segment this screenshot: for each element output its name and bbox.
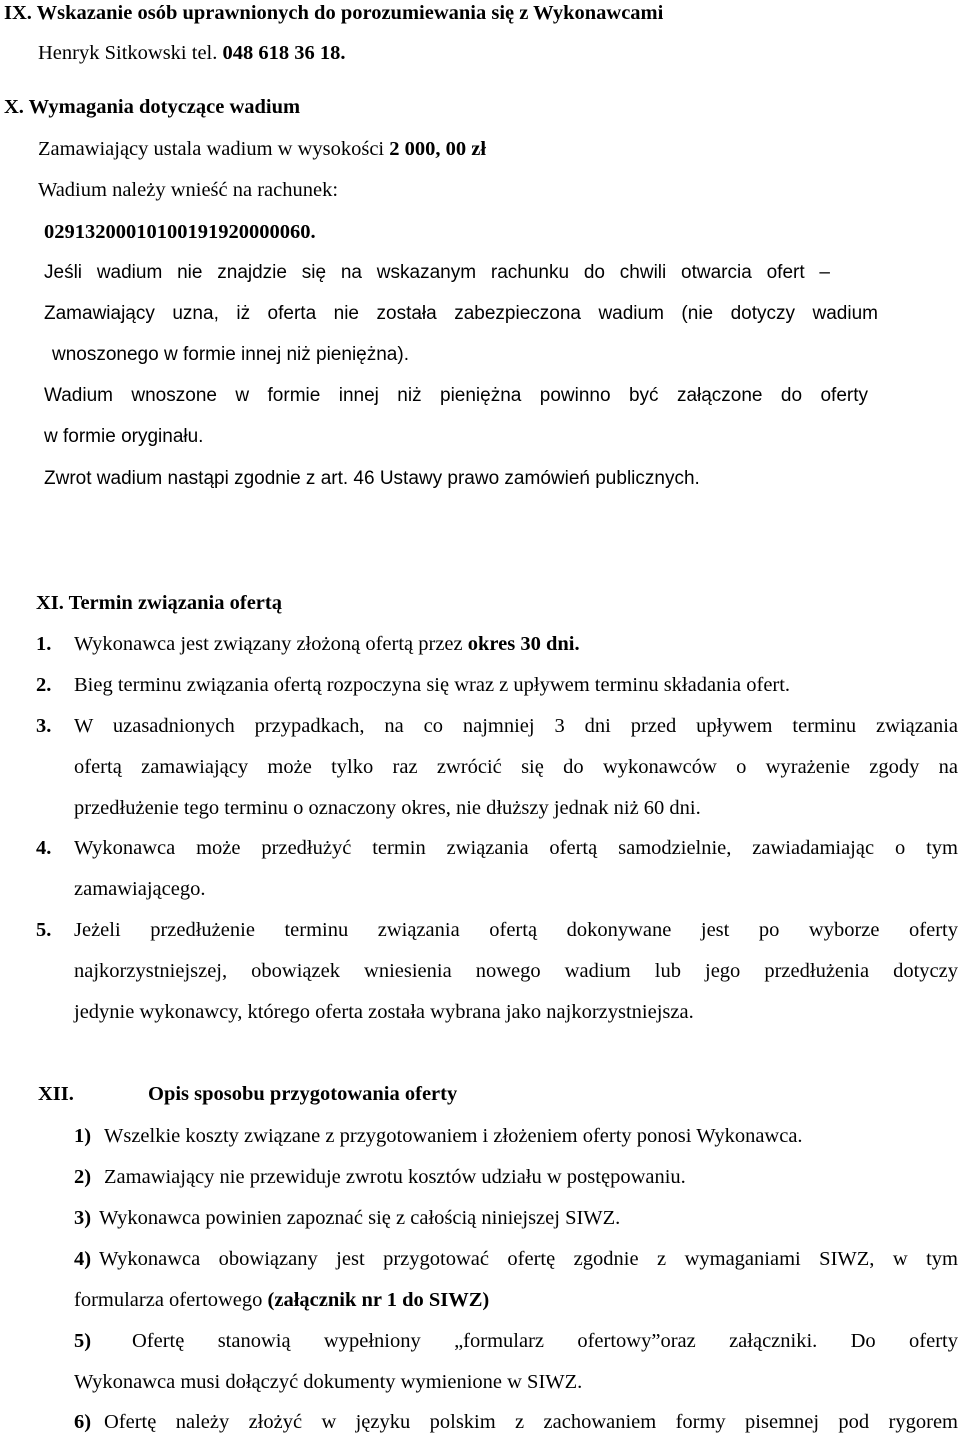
sec12-item1-num: 1) (74, 1125, 92, 1147)
wadium-p1-line1: Jeśli wadium nie znajdzie się na wskazanym rachunku do chwili otwarcia ofert – (44, 262, 830, 283)
sec12-item3-num: 3) (74, 1207, 92, 1229)
section-9-heading: IX. Wskazanie osób uprawnionych do porozumiewania się z Wykonawcami (4, 2, 664, 24)
sec12-item5-line2: Wykonawca musi dołączyć dokumenty wymienione w SIWZ. (74, 1371, 583, 1393)
contact-name: Henryk Sitkowski tel. (38, 42, 223, 64)
sec12-item4-bold: (załącznik nr 1 do SIWZ) (267, 1289, 490, 1311)
sec11-item3-line2: ofertą zamawiający może tylko raz zwrócić się do wykonawców o wyrażenie zgody na (74, 756, 958, 778)
sec12-item3-line1: Wykonawca powinien zapoznać się z całością niniejszej SIWZ. (99, 1207, 621, 1229)
sec12-item5-line1: Ofertę stanowią wypełniony „formularz ofertowy”oraz załączniki. Do oferty (132, 1330, 958, 1352)
sec11-item2-line1: Bieg terminu związania ofertą rozpoczyna się wraz z upływem terminu składania ofert. (74, 674, 791, 696)
account-intro: Wadium należy wnieść na rachunek: (38, 179, 339, 201)
sec12-item4-num: 4) (74, 1248, 92, 1270)
sec11-item3-num: 3. (36, 715, 52, 737)
sec12-item2-num: 2) (74, 1166, 92, 1188)
account-number: 02913200010100191920000060. (44, 221, 316, 243)
sec11-item3-line1: W uzasadnionych przypadkach, na co najmniej 3 dni przed upływem terminu związania (74, 715, 958, 737)
wadium-p2-line2: w formie oryginału. (44, 426, 204, 447)
sec12-item5-num: 5) (74, 1330, 92, 1352)
sec11-item1-text: Wykonawca jest związany złożoną ofertą przez (74, 633, 468, 655)
contact-phone: 048 618 36 18. (222, 42, 346, 64)
wadium-p2-line1: Wadium wnoszone w formie innej niż pieniężna powinno być załączone do oferty (44, 385, 868, 406)
sec12-item4-line2 (74, 1288, 489, 1312)
sec11-item1-line1 (74, 632, 580, 656)
sec11-item4-num: 4. (36, 837, 52, 859)
wadium-p3: Zwrot wadium nastąpi zgodnie z art. 46 Ustawy prawo zamówień publicznych. (44, 468, 700, 489)
sec11-item1-bold: okres 30 dni. (467, 633, 580, 655)
sec11-item5-line1: Jeżeli przedłużenie terminu związania ofertą dokonywane jest po wyborze oferty (74, 919, 958, 941)
sec11-item5-line2: najkorzystniejszej, obowiązek wniesienia nowego wadium lub jego przedłużenia dotyczy (74, 960, 958, 982)
sec11-item2-num: 2. (36, 674, 52, 696)
sec12-item4-text: formularza ofertowego (74, 1289, 268, 1311)
wadium-p1-line2: Zamawiający uzna, iż oferta nie została zabezpieczona wadium (nie dotyczy wadium (44, 303, 878, 324)
sec12-item1-line1: Wszelkie koszty związane z przygotowaniem i złożeniem oferty ponosi Wykonawca. (104, 1125, 803, 1147)
wadium-amount-text: Zamawiający ustala wadium w wysokości (38, 138, 390, 160)
sec12-item6-num: 6) (74, 1411, 92, 1433)
section-10-heading: X. Wymagania dotyczące wadium (4, 96, 301, 118)
section-12-heading: Opis sposobu przygotowania oferty (148, 1083, 458, 1105)
sec11-item4-line1: Wykonawca może przedłużyć termin związania ofertą samodzielnie, zawiadamiając o tym (74, 837, 958, 859)
sec12-item6-line1: Ofertę należy złożyć w języku polskim z zachowaniem formy pisemnej pod rygorem (104, 1411, 958, 1433)
section-12-number: XII. (38, 1083, 74, 1105)
sec11-item5-num: 5. (36, 919, 52, 941)
sec11-item1-num: 1. (36, 633, 52, 655)
sec11-item3-line3: przedłużenie tego terminu o oznaczony okres, nie dłuższy jednak niż 60 dni. (74, 797, 701, 819)
sec12-item2-line1: Zamawiający nie przewiduje zwrotu kosztów udziału w postępowaniu. (104, 1166, 686, 1188)
wadium-amount-value: 2 000, 00 zł (389, 138, 487, 160)
sec11-item5-line3: jedynie wykonawcy, którego oferta została wybrana jako najkorzystniejsza. (74, 1001, 694, 1023)
sec11-item4-line2: zamawiającego. (74, 878, 206, 900)
wadium-p1-line3: wnoszonego w formie innej niż pieniężna). (52, 344, 409, 365)
contact-line (38, 41, 346, 65)
sec12-item4-line1: Wykonawca obowiązany jest przygotować ofertę zgodnie z wymaganiami SIWZ, w tym (99, 1248, 958, 1270)
section-11-heading: XI. Termin związania ofertą (36, 592, 282, 614)
wadium-amount-line (38, 137, 486, 161)
